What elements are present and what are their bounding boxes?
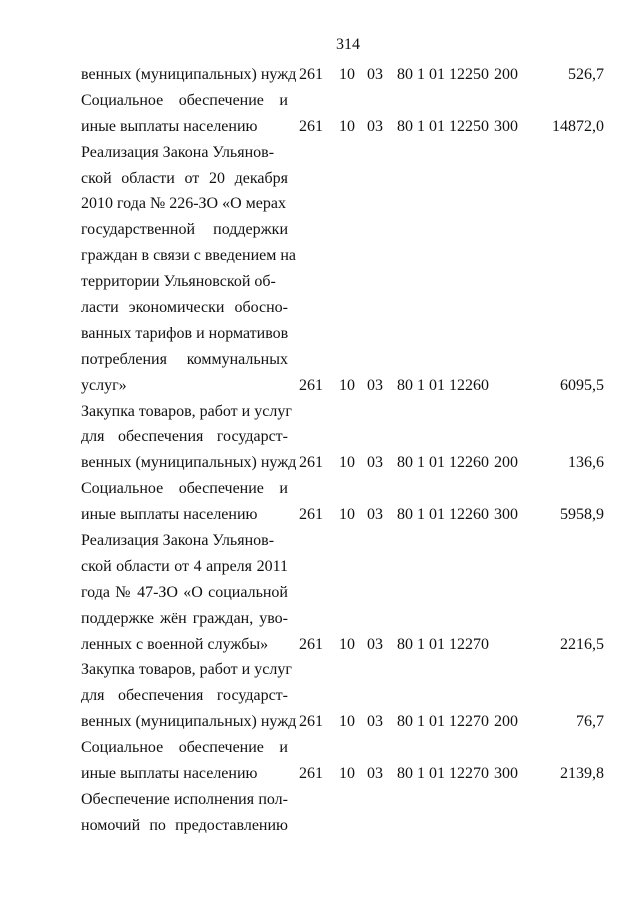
cell-section-code: 10 — [339, 454, 355, 472]
row-description: граждан в связи с введением на — [81, 247, 297, 265]
row-description: услуг» — [81, 376, 127, 394]
cell-expense-type-code: 200 — [494, 454, 518, 472]
cell-department-code: 261 — [299, 66, 323, 83]
row-description: поддержке жён граждан, уво- — [81, 609, 288, 627]
cell-expense-type-code: 300 — [494, 765, 518, 783]
cell-expense-type-code: 200 — [494, 66, 518, 83]
table-row — [0, 709, 640, 735]
table-row — [0, 761, 640, 787]
row-description: иные выплаты населению — [81, 117, 258, 135]
row-description: номочий по предоставлению — [81, 816, 288, 834]
table-row — [0, 321, 640, 347]
cell-section-code: 10 — [339, 635, 355, 653]
cell-expense-type-code: 300 — [494, 506, 518, 524]
row-description: 2010 года № 226-ЗО «О мерах — [81, 195, 286, 213]
table-row — [0, 88, 640, 114]
cell-amount: 14872,0 — [552, 117, 604, 135]
cell-target-article-code: 80 1 01 12250 — [397, 66, 489, 83]
table-row — [0, 554, 640, 580]
row-description: Социальное обеспечение и — [81, 91, 288, 109]
table-row — [0, 476, 640, 502]
cell-expense-type-code: 300 — [494, 117, 518, 135]
row-description: ласти экономически обосно- — [81, 299, 288, 317]
cell-department-code: 261 — [299, 765, 323, 783]
cell-amount: 2216,5 — [560, 635, 604, 653]
cell-section-code: 10 — [339, 713, 355, 731]
row-description: ской области от 4 апреля 2011 — [81, 557, 288, 575]
cell-subsection-code: 03 — [367, 713, 383, 731]
table-row — [0, 528, 640, 554]
table-row — [0, 580, 640, 606]
cell-amount: 76,7 — [576, 713, 604, 731]
row-description: венных (муниципальных) нужд — [81, 713, 297, 731]
cell-subsection-code: 03 — [367, 635, 383, 653]
row-description: ванных тарифов и нормативов — [81, 324, 289, 342]
row-description: Закупка товаров, работ и услуг — [81, 661, 292, 679]
row-description: года № 47-ЗО «О социальной — [81, 583, 288, 601]
table-row — [0, 140, 640, 166]
cell-section-code: 10 — [339, 117, 355, 135]
table-row — [0, 450, 640, 476]
row-description: потребления коммунальных — [81, 350, 288, 368]
cell-subsection-code: 03 — [367, 765, 383, 783]
cell-target-article-code: 80 1 01 12270 — [397, 713, 489, 731]
table-row — [0, 243, 640, 269]
table-row — [0, 114, 640, 140]
table-row — [0, 269, 640, 295]
cell-department-code: 261 — [299, 713, 323, 731]
row-description: Реализация Закона Ульянов- — [81, 143, 275, 161]
row-description: Социальное обеспечение и — [81, 739, 288, 757]
row-description: иные выплаты населению — [81, 506, 258, 524]
table-row — [0, 217, 640, 243]
table-row — [0, 606, 640, 632]
cell-section-code: 10 — [339, 506, 355, 524]
cell-amount: 526,7 — [568, 66, 604, 83]
table-row — [0, 787, 640, 813]
table-row — [0, 62, 640, 88]
cell-department-code: 261 — [299, 117, 323, 135]
table-row — [0, 166, 640, 192]
row-description: иные выплаты населению — [81, 765, 258, 783]
cell-section-code: 10 — [339, 376, 355, 394]
cell-target-article-code: 80 1 01 12250 — [397, 117, 489, 135]
table-row — [0, 347, 640, 373]
cell-department-code: 261 — [299, 506, 323, 524]
cell-subsection-code: 03 — [367, 506, 383, 524]
cell-target-article-code: 80 1 01 12260 — [397, 454, 489, 472]
cell-subsection-code: 03 — [367, 66, 383, 83]
cell-target-article-code: 80 1 01 12260 — [397, 376, 489, 394]
cell-amount: 6095,5 — [560, 376, 604, 394]
row-description: государственной поддержки — [81, 221, 288, 239]
table-row — [0, 735, 640, 761]
table-row — [0, 424, 640, 450]
budget-table — [0, 62, 640, 839]
row-description: венных (муниципальных) нужд — [81, 66, 297, 83]
cell-section-code: 10 — [339, 66, 355, 83]
table-row — [0, 657, 640, 683]
cell-department-code: 261 — [299, 376, 323, 394]
cell-target-article-code: 80 1 01 12270 — [397, 765, 489, 783]
table-row — [0, 632, 640, 658]
cell-target-article-code: 80 1 01 12270 — [397, 635, 489, 653]
table-row — [0, 191, 640, 217]
cell-department-code: 261 — [299, 454, 323, 472]
cell-subsection-code: 03 — [367, 117, 383, 135]
row-description: венных (муниципальных) нужд — [81, 454, 297, 472]
table-row — [0, 813, 640, 839]
cell-amount: 2139,8 — [560, 765, 604, 783]
cell-department-code: 261 — [299, 635, 323, 653]
row-description: Обеспечение исполнения пол- — [81, 790, 288, 808]
row-description: Закупка товаров, работ и услуг — [81, 402, 292, 420]
cell-subsection-code: 03 — [367, 376, 383, 394]
table-row — [0, 399, 640, 425]
row-description: территории Ульяновской об- — [81, 273, 276, 291]
row-description: Социальное обеспечение и — [81, 480, 288, 498]
row-description: Реализация Закона Ульянов- — [81, 532, 275, 550]
table-row — [0, 295, 640, 321]
row-description: для обеспечения государст- — [81, 687, 288, 705]
cell-section-code: 10 — [339, 765, 355, 783]
cell-expense-type-code: 200 — [494, 713, 518, 731]
table-row — [0, 373, 640, 399]
cell-amount: 136,6 — [568, 454, 604, 472]
row-description: ленных с военной службы» — [81, 635, 269, 653]
row-description: ской области от 20 декабря — [81, 169, 288, 187]
table-row — [0, 683, 640, 709]
cell-subsection-code: 03 — [367, 454, 383, 472]
table-row — [0, 502, 640, 528]
cell-amount: 5958,9 — [560, 506, 604, 524]
page-number: 314 — [336, 36, 360, 53]
cell-target-article-code: 80 1 01 12260 — [397, 506, 489, 524]
row-description: для обеспечения государст- — [81, 428, 288, 446]
